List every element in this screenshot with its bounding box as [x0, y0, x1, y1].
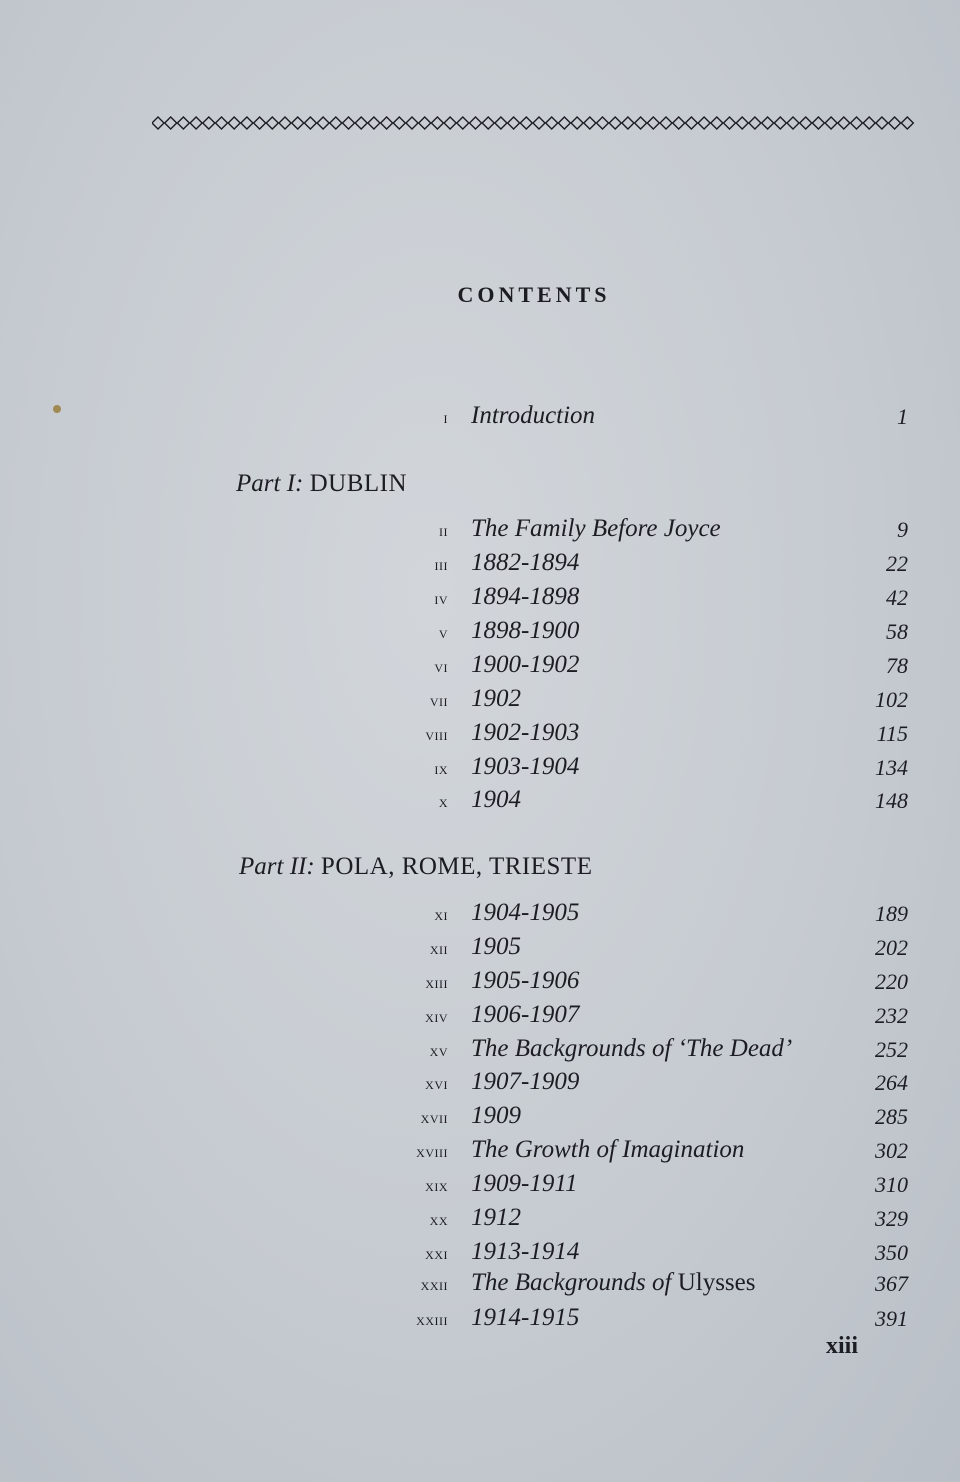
ornament-diamond [393, 117, 405, 129]
chapter-numeral: ix [434, 759, 448, 778]
ornament-diamond [495, 117, 507, 129]
chapter-numeral: xviii [416, 1142, 448, 1161]
toc-entry [0, 515, 960, 549]
chapter-title: The Backgrounds of ‘The Dead’ [471, 1035, 793, 1062]
ornament-diamond [685, 117, 697, 129]
ornament-diamond [470, 117, 482, 129]
chapter-numeral: v [438, 623, 448, 642]
chapter-numeral: vi [434, 657, 448, 676]
chapter-numeral: xvi [425, 1074, 448, 1093]
ornament-diamond [635, 117, 647, 129]
chapter-numeral: xxii [420, 1275, 448, 1294]
page-number: 367 [875, 1271, 908, 1296]
chapter-title: 1905-1906 [471, 967, 580, 994]
toc-entry [0, 583, 960, 617]
toc-entry [0, 786, 960, 820]
chapter-numeral: xv [429, 1041, 448, 1060]
ornament-diamond [279, 117, 291, 129]
ornament-diamond [800, 117, 812, 129]
chapter-title: 1904-1905 [471, 899, 580, 926]
ornament-diamond [292, 117, 304, 129]
part-heading-pola-rome-trieste [239, 853, 592, 881]
ornament-diamond [647, 117, 659, 129]
ornament-diamond [863, 117, 875, 129]
chapter-title-roman: Ulysses [677, 1269, 756, 1296]
ornament-diamond [317, 117, 329, 129]
chapter-numeral: xx [429, 1210, 448, 1229]
ornament-diamond [546, 117, 558, 129]
ornament-diamond [889, 117, 901, 129]
ornament-diamond [266, 117, 278, 129]
chapter-numeral: iv [434, 589, 448, 608]
chapter-title-italic: The Backgrounds of [471, 1269, 672, 1296]
chapter-title: 1882-1894 [471, 549, 580, 576]
toc-entry [0, 1304, 960, 1338]
ornament-diamond [838, 117, 850, 129]
chapter-numeral: viii [425, 725, 448, 744]
ornament-rule [152, 112, 916, 134]
chapter-title: 1902 [471, 685, 521, 712]
page-number: 148 [875, 788, 908, 813]
page-number: 58 [886, 619, 908, 644]
ornament-diamond [419, 117, 431, 129]
chapter-title [471, 1269, 756, 1297]
page-number: 350 [875, 1240, 908, 1265]
ornament-diamond [825, 117, 837, 129]
ornament-diamond [774, 117, 786, 129]
page-number: 22 [886, 551, 908, 576]
page-number: 202 [875, 935, 908, 960]
ornament-diamond [597, 117, 609, 129]
ornament-diamond [609, 117, 621, 129]
chapter-title: 1898-1900 [471, 617, 580, 644]
ornament-diamond [216, 117, 228, 129]
ornament-diamond [787, 117, 799, 129]
chapter-title: 1914-1915 [471, 1304, 580, 1331]
ornament-diamond [508, 117, 520, 129]
ornament-diamond [203, 117, 215, 129]
ornament-diamond [558, 117, 570, 129]
chapter-title: Introduction [471, 402, 596, 429]
chapter-numeral: xi [434, 905, 448, 924]
ornament-diamond [355, 117, 367, 129]
chapter-numeral: xii [429, 939, 448, 958]
ornament-diamond [165, 117, 177, 129]
page-number: 102 [875, 687, 908, 712]
chapter-numeral: x [438, 792, 448, 811]
ornament-diamond [622, 117, 634, 129]
ornament-diamond [482, 117, 494, 129]
ornament-diamond [673, 117, 685, 129]
chapter-title: 1900-1902 [471, 651, 580, 678]
ornament-diamond [190, 117, 202, 129]
ornament-diamond [711, 117, 723, 129]
toc-entry [0, 1035, 960, 1069]
ornament-diamond [406, 117, 418, 129]
page-number: 329 [875, 1206, 908, 1231]
folio-page-number: xiii [826, 1333, 859, 1359]
page-number: 220 [875, 969, 908, 994]
toc-entry [0, 651, 960, 685]
toc-entry [0, 933, 960, 967]
ornament-diamond [698, 117, 710, 129]
ornament-diamond [876, 117, 888, 129]
chapter-numeral: xix [425, 1176, 448, 1195]
ornament-diamond [431, 117, 443, 129]
toc-entry [0, 899, 960, 933]
ornament-diamond [724, 117, 736, 129]
page-number: 9 [897, 517, 908, 542]
chapter-title: The Growth of Imagination [471, 1136, 745, 1163]
chapter-title: 1912 [471, 1204, 521, 1231]
page-number: 252 [875, 1037, 908, 1062]
page-number: 310 [875, 1172, 908, 1197]
ornament-diamond [381, 117, 393, 129]
chapter-title: 1894-1898 [471, 583, 580, 610]
ornament-diamond [851, 117, 863, 129]
page-number: 78 [886, 653, 908, 678]
part-name: DUBLIN [309, 470, 408, 497]
ornament-diamond [901, 117, 913, 129]
chapter-title: The Family Before Joyce [471, 515, 721, 542]
ornament-diamond [812, 117, 824, 129]
ornament-diamond [749, 117, 761, 129]
ornament-diamond [457, 117, 469, 129]
toc-entry [0, 617, 960, 651]
part-name: POLA, ROME, TRIESTE [320, 853, 593, 880]
chapter-title: 1909 [471, 1102, 521, 1129]
toc-entry [0, 549, 960, 583]
ornament-diamond [152, 117, 164, 129]
page-number: 1 [897, 404, 908, 429]
chapter-title: 1913-1914 [471, 1238, 580, 1265]
ornament-diamond [736, 117, 748, 129]
chapter-numeral: vii [429, 691, 448, 710]
chapter-numeral: xiii [425, 973, 448, 992]
page-number: 391 [875, 1306, 908, 1331]
ornament-diamond [343, 117, 355, 129]
chapter-title: 1902-1903 [471, 719, 580, 746]
chapter-numeral: i [443, 408, 448, 427]
ornament-diamond [520, 117, 532, 129]
toc-entry [0, 1102, 960, 1136]
ornament-diamond [304, 117, 316, 129]
page-number: 264 [875, 1070, 908, 1095]
page-number: 302 [875, 1138, 908, 1163]
ornament-diamond [584, 117, 596, 129]
toc-entry [0, 1136, 960, 1170]
chapter-title: 1904 [471, 786, 521, 813]
chapter-numeral: iii [434, 555, 448, 574]
ornament-diamond [533, 117, 545, 129]
part-prefix: Part II: [239, 853, 315, 880]
toc-entry [0, 1170, 960, 1204]
chapter-title: 1905 [471, 933, 521, 960]
toc-entry [0, 719, 960, 753]
ornament-diamond [571, 117, 583, 129]
toc-entry [0, 685, 960, 719]
page-number: 42 [886, 585, 908, 610]
ornament-diamond [241, 117, 253, 129]
page-number: 232 [875, 1003, 908, 1028]
chapter-numeral: ii [439, 521, 448, 540]
toc-entry [0, 1204, 960, 1238]
ornament-diamond [368, 117, 380, 129]
ornament-diamond [177, 117, 189, 129]
page-number: 134 [875, 755, 908, 780]
chapter-numeral: xvii [420, 1108, 448, 1127]
chapter-title: 1903-1904 [471, 753, 580, 780]
contents-heading: CONTENTS [457, 282, 611, 307]
ornament-diamond [660, 117, 672, 129]
chapter-title: 1909-1911 [471, 1170, 578, 1197]
toc-entry [0, 967, 960, 1001]
page-number: 285 [875, 1104, 908, 1129]
chapter-numeral: xxi [425, 1244, 448, 1263]
chapter-title: 1906-1907 [471, 1001, 580, 1028]
toc-entry [0, 1068, 960, 1102]
part-heading-dublin [236, 470, 407, 498]
toc-entry [0, 753, 960, 787]
toc-entry-introduction [0, 402, 960, 436]
page-number: 115 [876, 721, 908, 746]
toc-entry [0, 1238, 960, 1272]
chapter-numeral: xxiii [416, 1310, 448, 1329]
toc-entry [0, 1269, 960, 1303]
ornament-diamond [254, 117, 266, 129]
page-number: 189 [875, 901, 908, 926]
ornament-diamond [228, 117, 240, 129]
chapter-numeral: xiv [425, 1007, 448, 1026]
toc-entry [0, 1001, 960, 1035]
chapter-title: 1907-1909 [471, 1068, 580, 1095]
part-prefix: Part I: [236, 470, 304, 497]
ornament-diamond [762, 117, 774, 129]
ornament-diamond [444, 117, 456, 129]
ornament-diamond [330, 117, 342, 129]
